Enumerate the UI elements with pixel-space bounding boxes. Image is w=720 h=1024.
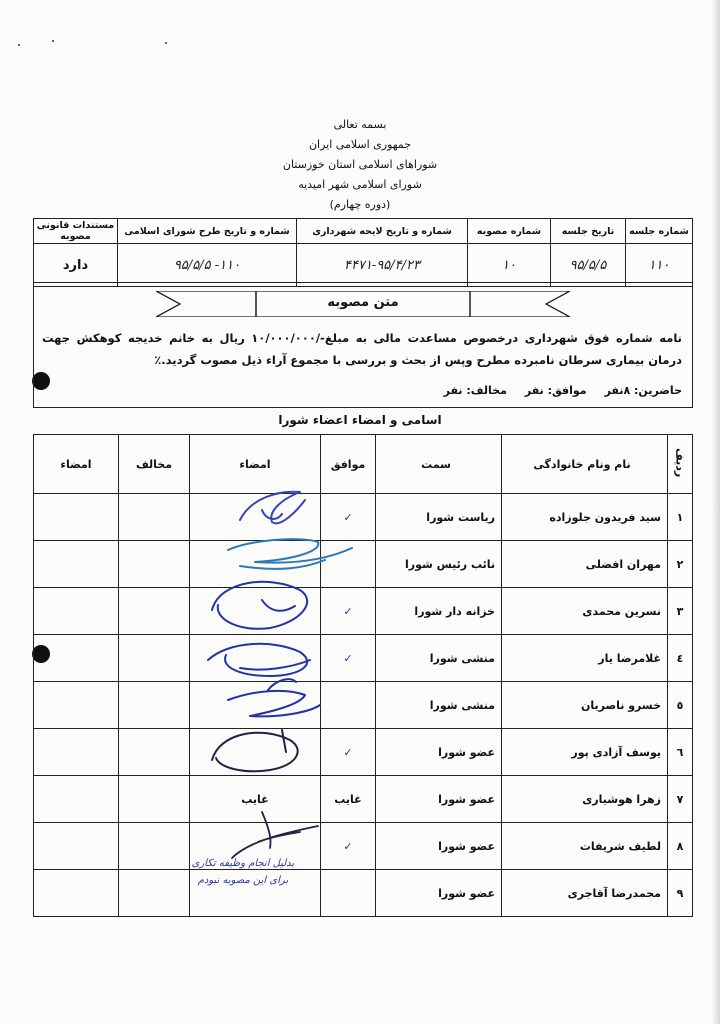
agree-count: موافق: نفر [524,384,587,397]
oppose-cell [119,541,190,588]
agree-mark: ✓ [321,823,376,870]
resolution-title: متن مصوبه [327,295,399,310]
row-index: ۳ [668,588,693,635]
row-index: ٤ [668,635,693,682]
row-index: ۲ [668,541,693,588]
oppose-signature-cell [34,635,119,682]
agree-mark: ✓ [321,588,376,635]
meta-value: ۹۵/۵/۵ [551,244,626,287]
header-line: شوراهای اسلامی استان خوزستان [282,158,438,171]
header-index: ردیف [668,435,693,494]
signature-cell [190,682,321,729]
meta-value: ۱۱۰ [626,244,693,287]
meta-value: دارد [34,244,118,287]
oppose-signature-cell [34,682,119,729]
member-role: ریاست شورا [376,494,502,541]
table-row [34,870,693,917]
resolution-text-box [33,282,693,408]
table-row [34,635,693,682]
table-row [34,494,693,541]
table-row [34,588,693,635]
oppose-signature-cell [34,776,119,823]
member-name: زهرا هوشیاری [502,776,668,823]
member-name: سید فریدون جلوزاده [502,494,668,541]
member-role: منشی شورا [376,635,502,682]
oppose-cell [119,588,190,635]
meta-header: شماره و تاریخ طرح شورای اسلامی [118,219,297,244]
member-role: عضو شورا [376,776,502,823]
oppose-cell [119,635,190,682]
member-name: لطیف شریفات [502,823,668,870]
oppose-cell [119,682,190,729]
document-header [0,115,720,215]
members-table [33,434,693,917]
header-oppose: مخالف [119,435,190,494]
agree-mark: ✓ [321,494,376,541]
header-agree: موافق [321,435,376,494]
oppose-cell [119,729,190,776]
table-row [34,823,693,870]
resolution-banner [156,291,570,317]
header-line: (دوره چهارم) [329,198,391,211]
resolution-body: نامه شماره فوق شهرداری درخصوص مساعدت مالی به مبلغ-/۱۰/۰۰۰/۰۰۰ ریال به خانم خدیجه کوهکش جهت درمان بیماری سرطان نامبرده مطرح وپس از بحث و بررسی با مجموع آراء ذیل مصوب گردید.٪ [42,331,683,367]
member-name: محمدرضا آقاجری [502,870,668,917]
oppose-cell [119,776,190,823]
member-name: غلامرضا یار [502,635,668,682]
table-row [34,541,693,588]
resolution-meta-table [33,218,693,287]
members-title: اسامی و امضاء اعضاء شورا [278,413,442,427]
row-index: ٦ [668,729,693,776]
member-name: خسرو ناصریان [502,682,668,729]
table-row [34,729,693,776]
meta-header: شماره جلسه [626,219,693,244]
agree-mark [321,870,376,917]
oppose-cell [119,823,190,870]
meta-header: شماره مصوبه [468,219,551,244]
meta-header: شماره و تاریخ لایحه شهرداری [297,219,468,244]
signature-cell [190,635,321,682]
header-role: سمت [376,435,502,494]
meta-value: ۴۴۷۱-۹۵/۴/۲۳ [297,244,468,287]
member-name: مهران افضلی [502,541,668,588]
oppose-signature-cell [34,870,119,917]
member-role: منشی شورا [376,682,502,729]
header-name: نام ونام خانوادگی [502,435,668,494]
meta-header: تاریخ جلسه [551,219,626,244]
signature-cell [190,729,321,776]
row-index: ۹ [668,870,693,917]
agree-mark [321,682,376,729]
oppose-count: مخالف: نفر [443,384,507,397]
oppose-cell [119,494,190,541]
member-role: عضو شورا [376,729,502,776]
oppose-signature-cell [34,823,119,870]
agree-mark: ✓ [321,729,376,776]
row-index: ۱ [668,494,693,541]
member-name: نسرین محمدی [502,588,668,635]
member-role: نائب رئیس شورا [376,541,502,588]
agree-mark [321,541,376,588]
header-line: شورای اسلامی شهر امیدیه [298,178,422,191]
row-index: ۸ [668,823,693,870]
table-row [34,682,693,729]
row-index: ۷ [668,776,693,823]
present-count: حاضرین: ۸نفر [604,384,682,397]
header-signature-2: امضاء [34,435,119,494]
meta-header: مستندات قانونی مصوبه [34,219,118,244]
table-row [34,776,693,823]
handwritten-note: بدلیل انجام وظیفه تکاری برای این مصوبه نبودم [191,858,295,886]
oppose-cell [119,870,190,917]
header-line: بسمه تعالی [333,118,387,131]
meta-value: ۱۰ [468,244,551,287]
member-role: خزانه دار شورا [376,588,502,635]
members-header-row [34,435,693,494]
meta-value: ۱۱۰- ۹۵/۵/۵ [118,244,297,287]
vote-summary [42,384,682,397]
oppose-signature-cell [34,729,119,776]
agree-absent: غایب [321,776,376,823]
signature-cell [190,588,321,635]
header-line: جمهوری اسلامی ایران [308,138,412,151]
signature-cell [190,494,321,541]
oppose-signature-cell [34,588,119,635]
signature-absent: غایب [190,776,321,823]
member-role: عضو شورا [376,823,502,870]
agree-mark: ✓ [321,635,376,682]
member-name: یوسف آزادی پور [502,729,668,776]
row-index: ٥ [668,682,693,729]
header-signature: امضاء [190,435,321,494]
signature-cell [190,541,321,588]
oppose-signature-cell [34,541,119,588]
oppose-signature-cell [34,494,119,541]
member-role: عضو شورا [376,870,502,917]
